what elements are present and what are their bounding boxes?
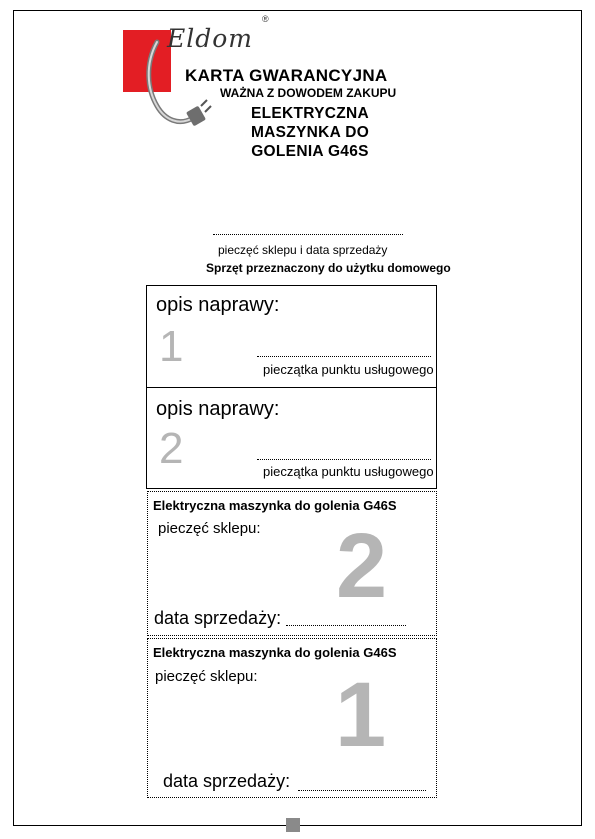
repair-description-label: opis naprawy: [156, 398, 280, 420]
page-marker [286, 818, 300, 832]
warranty-coupon-1 [147, 638, 437, 798]
coupon-shop-stamp-label: pieczęć sklepu: [155, 668, 258, 685]
repair-record-2 [146, 387, 437, 489]
registered-mark: ® [262, 14, 269, 24]
coupon-title: Elektryczna maszynka do golenia G46S [153, 498, 397, 513]
household-use-note: Sprzęt przeznaczony do użytku domowego [206, 261, 451, 275]
warranty-coupon-2 [147, 491, 437, 636]
service-stamp-caption: pieczątka punktu usługowego [263, 464, 434, 479]
coupon-sale-date-line [298, 790, 426, 791]
coupon-title: Elektryczna maszynka do golenia G46S [153, 645, 397, 660]
product-name [220, 104, 400, 161]
logo-wordmark: Eldom [167, 24, 254, 53]
product-name-line: GOLENIA G46S [251, 143, 369, 160]
repair-number: 2 [159, 424, 184, 473]
repair-description-label: opis naprawy: [156, 294, 280, 316]
service-stamp-line [257, 356, 431, 357]
shop-stamp-line [213, 234, 403, 235]
coupon-shop-stamp-label: pieczęć sklepu: [158, 520, 261, 537]
page-title: KARTA GWARANCYJNA [185, 66, 388, 85]
coupon-sale-date-label: data sprzedaży: [163, 771, 291, 791]
coupon-number: 2 [336, 515, 388, 617]
repair-record-1 [146, 285, 437, 388]
service-stamp-line [257, 459, 431, 460]
shop-stamp-caption: pieczęć sklepu i data sprzedaży [218, 243, 388, 257]
repair-number: 1 [159, 322, 184, 371]
product-name-line: MASZYNKA DO [250, 124, 370, 141]
coupon-number: 1 [335, 664, 387, 766]
page-subtitle: WAŻNA Z DOWODEM ZAKUPU [220, 86, 397, 100]
service-stamp-caption: pieczątka punktu usługowego [263, 362, 434, 377]
coupon-sale-date-line [286, 625, 406, 626]
product-name-line: ELEKTRYCZNA [250, 105, 370, 122]
coupon-sale-date-label: data sprzedaży: [154, 608, 282, 628]
